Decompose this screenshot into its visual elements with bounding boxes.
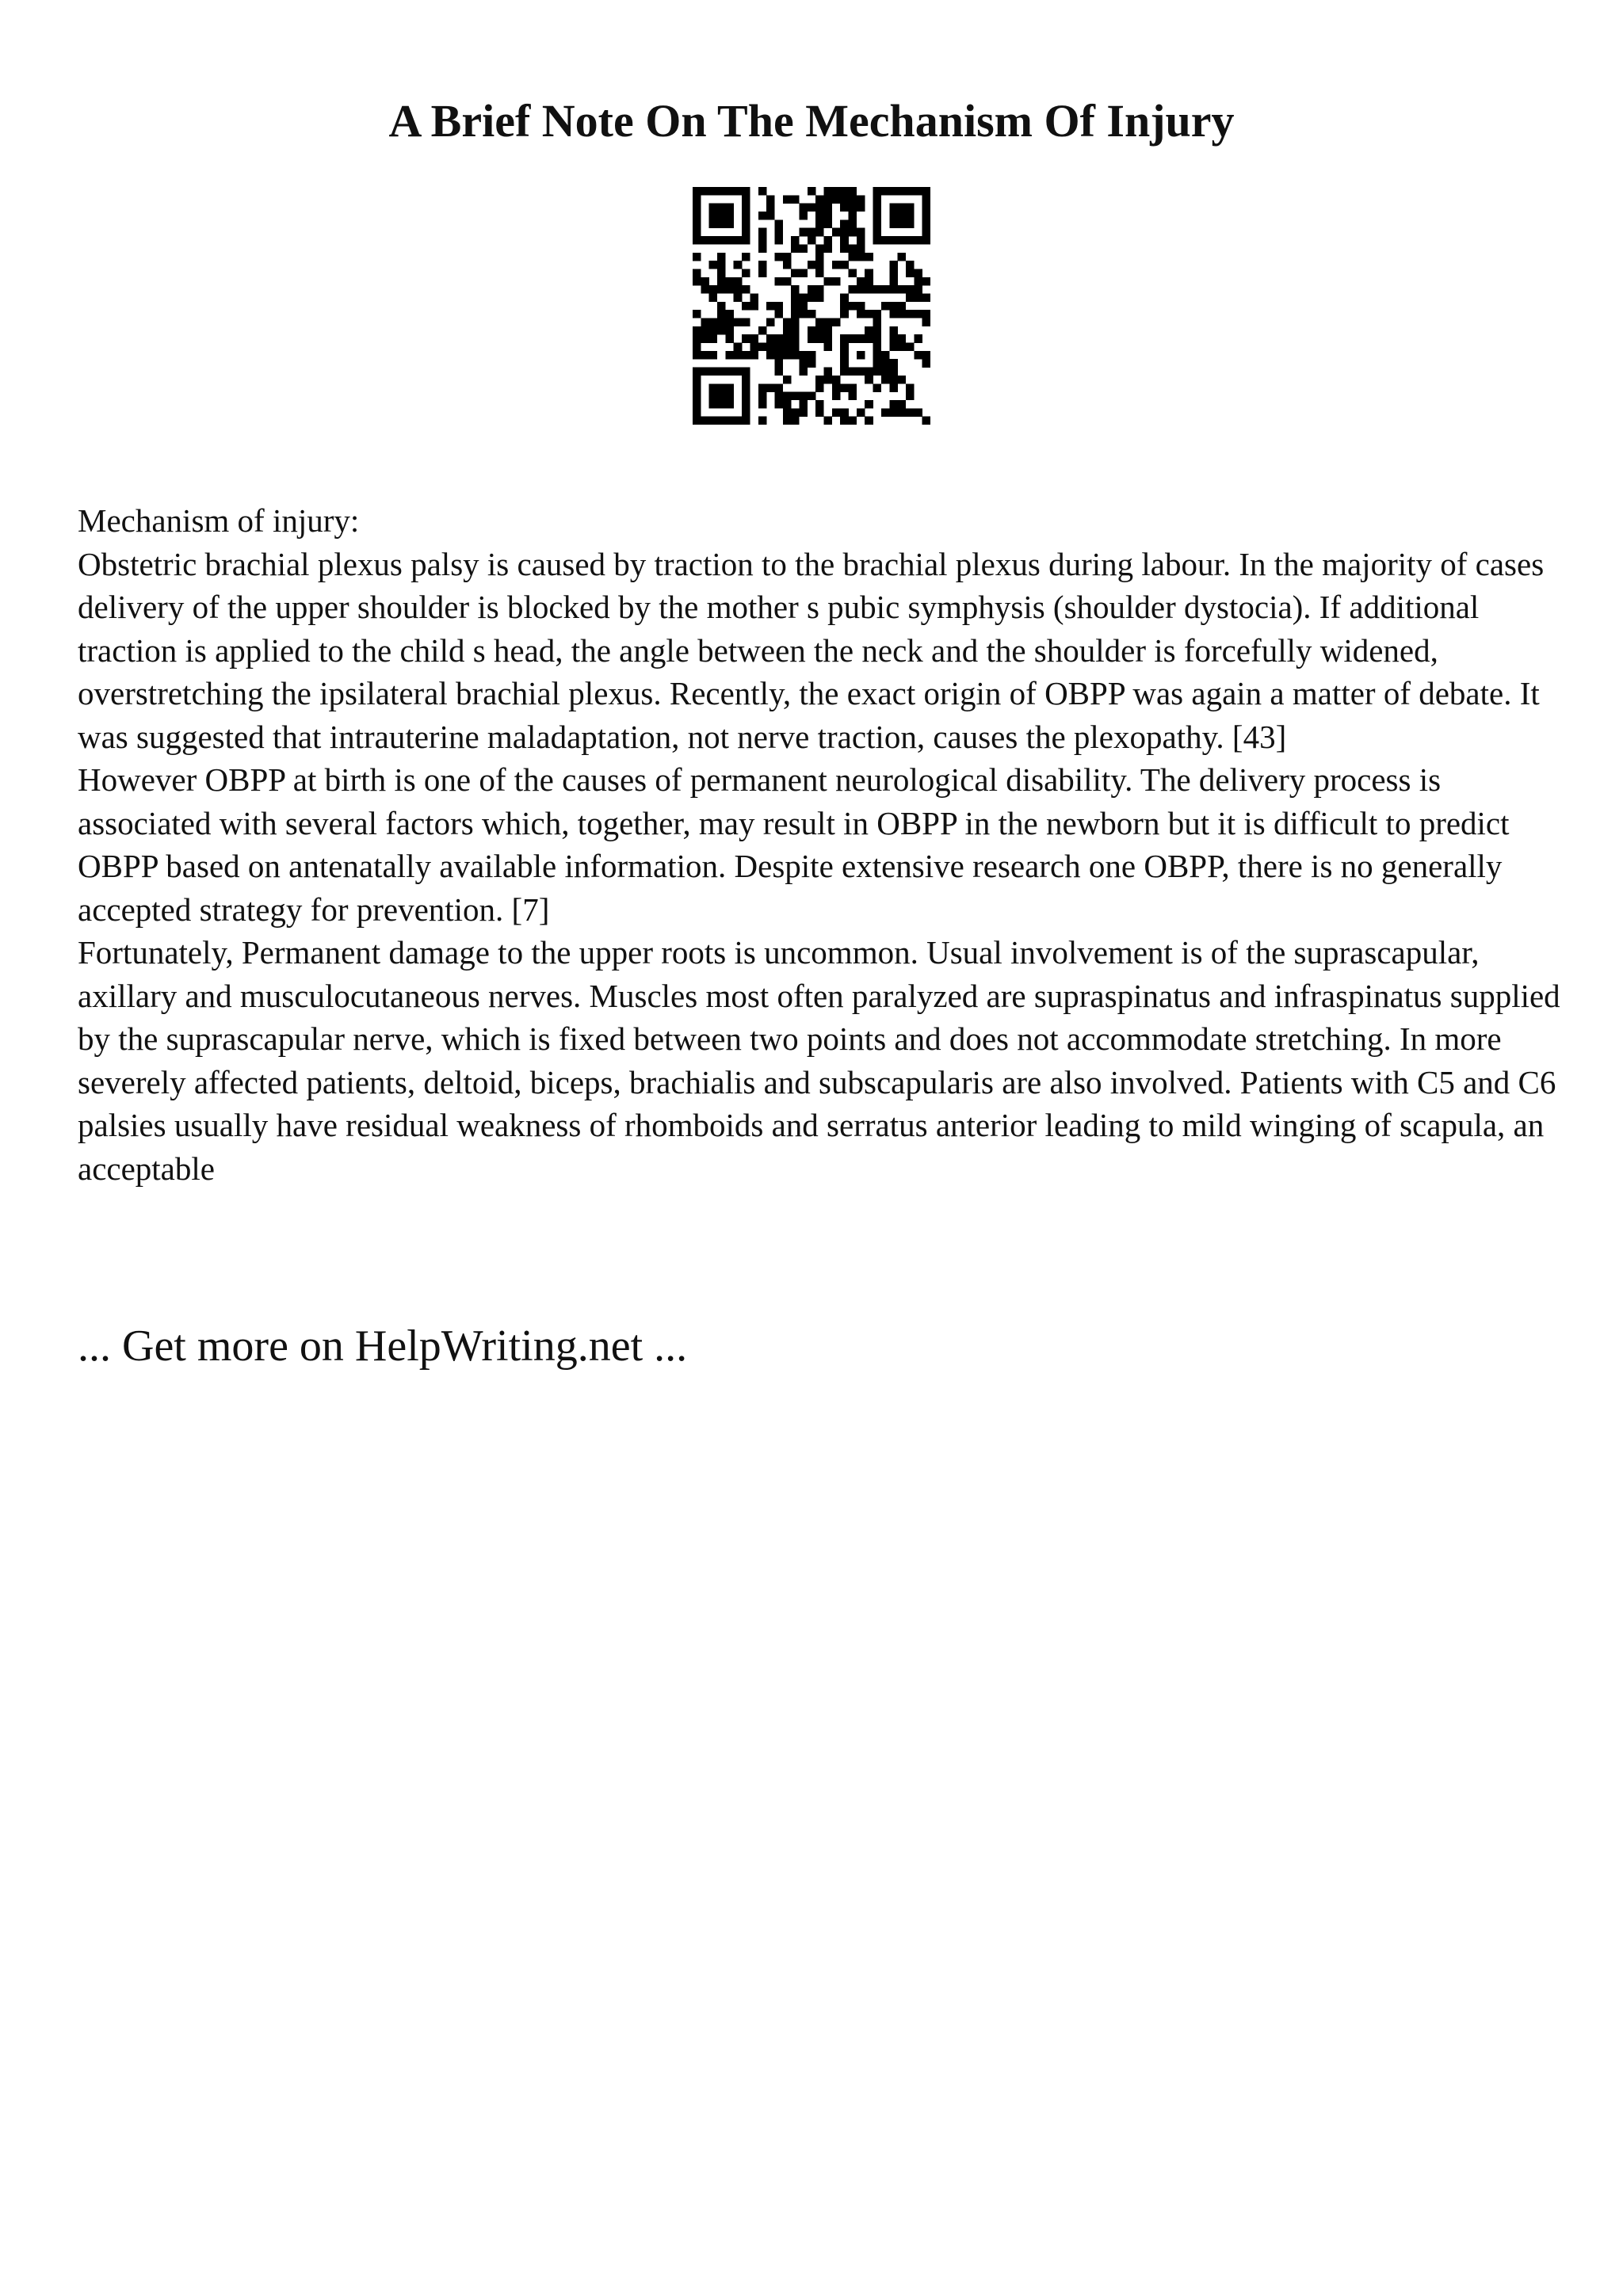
qr-code-icon[interactable] — [693, 187, 930, 425]
qr-code-graphic — [693, 187, 930, 425]
paragraph-heading: Mechanism of injury: — [78, 502, 360, 539]
paragraph-prevention: However OBPP at birth is one of the causes of permanent neurological disability. The delivery process is associated with several factors which, together, may result in OBPP in the newborn but it is difficult to predict OBPP based on antenatally available information. Despite extensive research one OBPP, there is no generally accepted strategy for prevention. [7] — [78, 761, 1510, 928]
page-title: A Brief Note On The Mechanism Of Injury — [388, 95, 1235, 147]
paragraph-involvement: Fortunately, Permanent damage to the upper roots is uncommon. Usual involvement is of the suprascapular, axillary and musculocutaneous nerves. Muscles most often paralyzed are supraspinatus and infraspinatus supplied by the suprascapular nerve, which is fixed between two points and does not accommodate stretching. In more severely affected patients, deltoid, biceps, brachialis and subscapularis are also involved. Patients with C5 and C6 palsies usually have residual weakness of rhomboids and serratus anterior leading to mild winging of scapula, an acceptable — [78, 934, 1560, 1187]
article-body — [78, 499, 1568, 1190]
get-more-link[interactable]: ... Get more on HelpWriting.net ... — [78, 1322, 688, 1371]
paragraph-mechanism: Obstetric brachial plexus palsy is caused by traction to the brachial plexus during labour. In the majority of cases delivery of the upper shoulder is blocked by the mother s pubic symphysis (shoulder dystocia). If additional traction is applied to the child s head, the angle between the neck and the shoulder is forcefully widened, overstretching the ipsilateral brachial plexus. Recently, the exact origin of OBPP was again a matter of debate. It was suggested that intrauterine maladaptation, not nerve traction, causes the plexopathy. [43] — [78, 545, 1545, 755]
